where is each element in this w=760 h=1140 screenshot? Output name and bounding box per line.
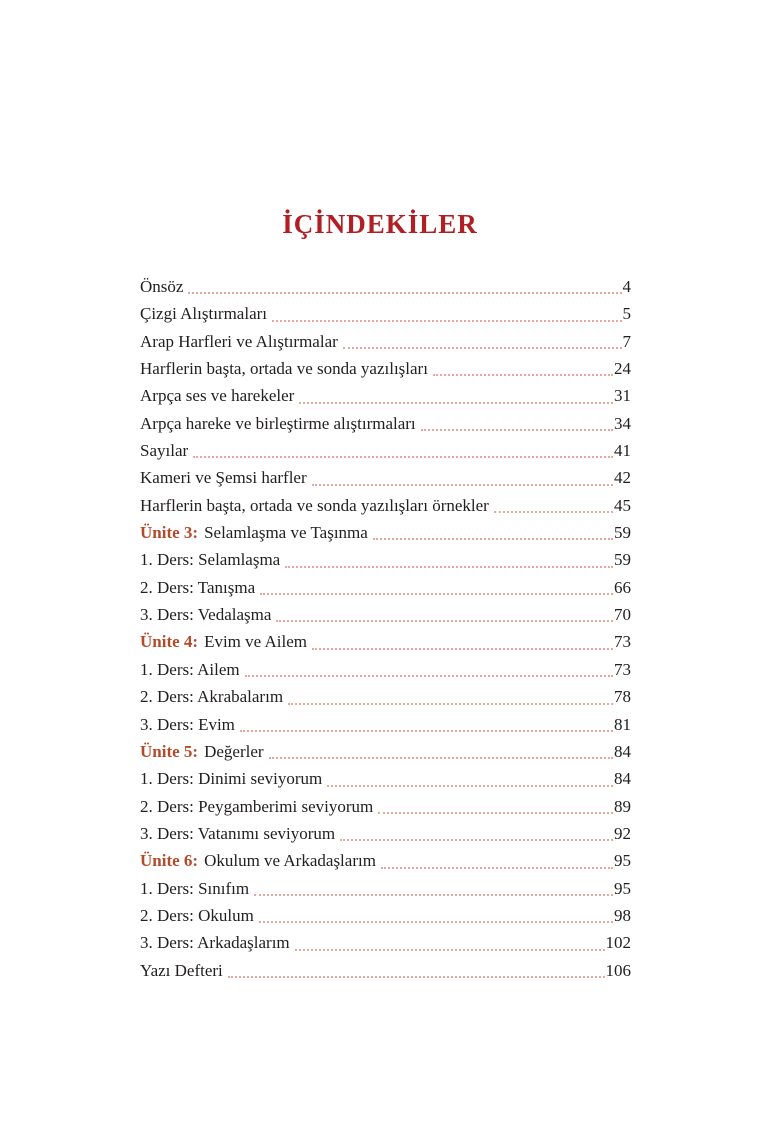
toc-row xyxy=(140,546,631,573)
toc-page-number: 66 xyxy=(614,577,631,597)
toc-row xyxy=(140,464,631,491)
toc-entry-label: Yazı Defteri xyxy=(140,960,223,980)
toc-dot-leader xyxy=(378,812,613,814)
toc-page-number: 78 xyxy=(614,687,631,707)
toc-row xyxy=(140,355,631,382)
toc-entry-label: 1. Ders: Sınıfım xyxy=(140,878,250,898)
toc-page-number: 98 xyxy=(614,905,631,925)
toc-row xyxy=(140,711,631,738)
toc-page-number: 81 xyxy=(614,714,631,734)
toc-page-number: 4 xyxy=(622,277,631,296)
toc-entry-label: 2. Ders: Tanışma xyxy=(140,577,256,597)
toc-page-number: 59 xyxy=(614,550,631,570)
toc-row xyxy=(140,519,631,546)
toc-entry-label: 1. Ders: Selamlaşma xyxy=(140,550,281,570)
toc-entry-label: 3. Ders: Evim xyxy=(140,714,235,734)
toc-row xyxy=(140,902,631,929)
toc-page-number: 73 xyxy=(614,632,631,652)
toc-page-number: 42 xyxy=(614,468,631,488)
toc-row xyxy=(140,765,631,792)
toc-page-number: 92 xyxy=(614,823,631,843)
toc-row xyxy=(140,683,631,710)
toc-row xyxy=(140,738,631,765)
toc-entry-label: 1. Ders: Dinimi seviyorum xyxy=(140,769,323,789)
toc-dot-leader xyxy=(312,648,613,650)
toc-dot-leader xyxy=(260,593,613,595)
toc-row xyxy=(140,382,631,409)
toc-row xyxy=(140,847,631,874)
toc-entry-label: Arpça ses ve harekeler xyxy=(140,386,295,406)
toc-row xyxy=(140,656,631,683)
toc-entry-label: Harflerin başta, ortada ve sonda yazılışları örnekler xyxy=(140,495,489,515)
toc-row xyxy=(140,601,631,628)
toc-unit-prefix: Ünite 3: xyxy=(140,523,199,543)
toc-dot-leader xyxy=(295,949,605,951)
toc-dot-leader xyxy=(343,347,622,349)
toc-page-number: 41 xyxy=(614,441,631,461)
toc-row xyxy=(140,793,631,820)
toc-entry-label: 3. Ders: Arkadaşlarım xyxy=(140,933,290,953)
toc-dot-leader xyxy=(373,538,613,540)
toc-page-number: 7 xyxy=(622,331,631,351)
toc-entry-label: 2. Ders: Peygamberimi seviyorum xyxy=(140,796,374,816)
toc-dot-leader xyxy=(276,620,613,622)
toc-row xyxy=(140,492,631,519)
toc-unit-prefix: Ünite 4: xyxy=(140,632,199,652)
toc-dot-leader xyxy=(285,566,613,568)
toc-page-number: 95 xyxy=(614,878,631,898)
toc-entry-label: Arpça hareke ve birleştirme alıştırmaları xyxy=(140,413,416,433)
toc-page-number: 59 xyxy=(614,523,631,543)
toc-row xyxy=(140,300,631,327)
toc-dot-leader xyxy=(228,976,605,978)
toc-page-number: 34 xyxy=(614,413,631,433)
toc-dot-leader xyxy=(340,839,613,841)
toc-page-number: 73 xyxy=(614,659,631,679)
toc-entry-label: Arap Harfleri ve Alıştırmalar xyxy=(140,331,338,351)
toc-dot-leader xyxy=(494,511,613,513)
toc-row xyxy=(140,437,631,464)
toc-entry-label: Evim ve Ailem xyxy=(204,632,308,652)
toc-list xyxy=(140,273,631,984)
toc-page-number: 24 xyxy=(614,359,631,379)
toc-row xyxy=(140,574,631,601)
toc-entry-label: Sayılar xyxy=(140,441,189,461)
toc-dot-leader xyxy=(272,320,621,322)
toc-page-number: 45 xyxy=(614,495,631,515)
toc-entry-label: Selamlaşma ve Taşınma xyxy=(204,523,368,543)
toc-row xyxy=(140,957,631,984)
toc-dot-leader xyxy=(327,785,613,787)
toc-dot-leader xyxy=(193,456,613,458)
toc-dot-leader xyxy=(259,921,613,923)
page-title: İÇİNDEKİLER xyxy=(282,209,478,239)
toc-unit-prefix: Ünite 6: xyxy=(140,851,199,871)
toc-page-number: 5 xyxy=(622,304,631,324)
toc-row xyxy=(140,328,631,355)
toc-entry-label: 3. Ders: Vedalaşma xyxy=(140,605,272,625)
toc-page-number: 95 xyxy=(614,851,631,871)
toc-row xyxy=(140,410,631,437)
toc-dot-leader xyxy=(254,894,613,896)
toc-entry-label: 1. Ders: Ailem xyxy=(140,659,240,679)
toc-unit-prefix: Ünite 5: xyxy=(140,741,199,761)
toc-page-number: 31 xyxy=(614,386,631,406)
toc-entry-label: Çizgi Alıştırmaları xyxy=(140,304,268,324)
toc-entry-label: 2. Ders: Okulum xyxy=(140,905,254,925)
toc-page-number: 84 xyxy=(614,769,631,789)
toc-dot-leader xyxy=(188,292,621,294)
toc-entry-label: 2. Ders: Akrabalarım xyxy=(140,687,284,707)
toc-page-number: 106 xyxy=(605,960,631,980)
toc-page-number: 70 xyxy=(614,605,631,625)
toc-entry-label: Harflerin başta, ortada ve sonda yazılışları xyxy=(140,359,428,379)
toc-entry-label: Kameri ve Şemsi harfler xyxy=(140,468,307,488)
toc-dot-leader xyxy=(269,757,613,759)
toc-row xyxy=(140,628,631,655)
toc-row xyxy=(140,820,631,847)
toc-row xyxy=(140,273,631,300)
toc-row xyxy=(140,929,631,956)
toc-dot-leader xyxy=(245,675,613,677)
toc-entry-label: Değerler xyxy=(204,741,264,761)
toc-dot-leader xyxy=(433,374,613,376)
toc-row xyxy=(140,875,631,902)
toc-page-number: 89 xyxy=(614,796,631,816)
toc-entry-label: 3. Ders: Vatanımı seviyorum xyxy=(140,823,336,843)
toc-entry-label: Önsöz xyxy=(140,277,184,296)
toc-dot-leader xyxy=(240,730,613,732)
toc-dot-leader xyxy=(312,484,613,486)
toc-page-number: 84 xyxy=(614,741,631,761)
toc-entry-label: Okulum ve Arkadaşlarım xyxy=(204,851,376,871)
toc-dot-leader xyxy=(381,867,613,869)
toc-dot-leader xyxy=(299,402,613,404)
toc-dot-leader xyxy=(288,703,613,705)
toc-page-number: 102 xyxy=(605,933,631,953)
toc-dot-leader xyxy=(421,429,613,431)
